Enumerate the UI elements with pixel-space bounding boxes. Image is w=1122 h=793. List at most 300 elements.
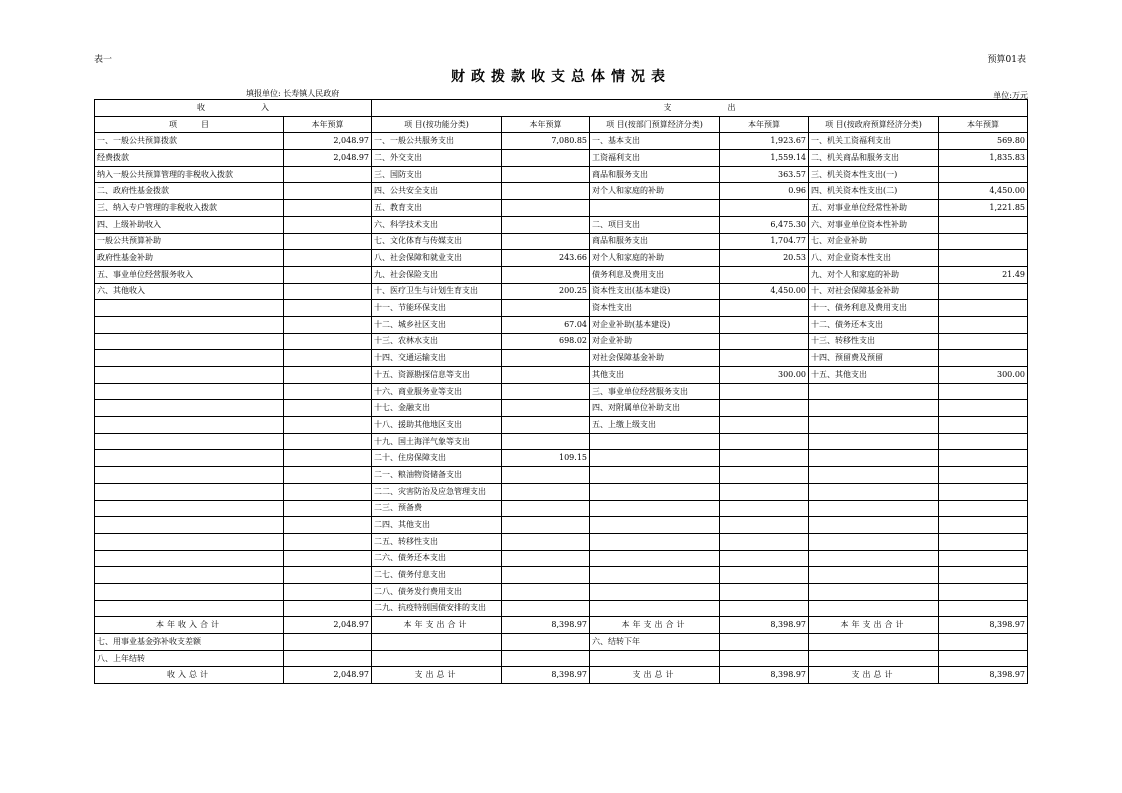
col-func-header: 项 目(按功能分类) (372, 116, 502, 133)
gov-budget-cell: 569.80 (939, 133, 1028, 150)
func-budget-cell (502, 467, 590, 484)
table-row (95, 350, 1028, 367)
table-row (95, 400, 1028, 417)
dept-item-cell: 对个人和家庭的补助 (590, 183, 720, 200)
year-expense-gov-value: 8,398.97 (939, 617, 1028, 634)
gov-budget-cell (939, 567, 1028, 584)
func-budget-cell (502, 166, 590, 183)
income-section-header: 收 入 (95, 100, 372, 117)
col-budget-header: 本年预算 (284, 116, 372, 133)
func-item-cell: 九、社会保险支出 (372, 266, 502, 283)
empty-cell (809, 650, 939, 667)
table-row (95, 233, 1028, 250)
gov-budget-cell (939, 433, 1028, 450)
gov-item-cell (809, 533, 939, 550)
table-row (95, 216, 1028, 233)
func-item-cell: 一、一般公共服务支出 (372, 133, 502, 150)
dept-item-cell: 债务利息及费用支出 (590, 266, 720, 283)
income-budget-cell (284, 467, 372, 484)
func-item-cell: 十三、农林水支出 (372, 333, 502, 350)
dept-budget-cell: 1,559.14 (720, 150, 809, 167)
gov-budget-cell (939, 233, 1028, 250)
empty-cell (809, 634, 939, 651)
income-grand-total-value: 2,048.97 (284, 667, 372, 684)
gov-item-cell (809, 433, 939, 450)
gov-item-cell: 三、机关资本性支出(一) (809, 166, 939, 183)
income-grand-total-label: 收入总计 (95, 667, 284, 684)
func-budget-cell (502, 300, 590, 317)
func-budget-cell (502, 233, 590, 250)
func-budget-cell (502, 483, 590, 500)
dept-item-cell: 三、事业单位经营服务支出 (590, 383, 720, 400)
expense-grand-total-label: 支出总计 (809, 667, 939, 684)
expense-gov-grand-value: 8,398.97 (939, 667, 1028, 684)
income-item-cell (95, 333, 284, 350)
dept-budget-cell (720, 567, 809, 584)
dept-item-cell: 一、基本支出 (590, 133, 720, 150)
income-budget-cell: 2,048.97 (284, 150, 372, 167)
dept-budget-cell (720, 300, 809, 317)
gov-budget-cell (939, 450, 1028, 467)
table-row (95, 333, 1028, 350)
func-item-cell: 十二、城乡社区支出 (372, 316, 502, 333)
gov-item-cell (809, 400, 939, 417)
gov-budget-cell (939, 383, 1028, 400)
func-budget-cell (502, 350, 590, 367)
dept-budget-cell (720, 517, 809, 534)
dept-item-cell (590, 450, 720, 467)
dept-budget-cell: 4,450.00 (720, 283, 809, 300)
gov-item-cell: 六、对事业单位资本性补助 (809, 216, 939, 233)
gov-item-cell (809, 600, 939, 617)
func-budget-cell: 7,080.85 (502, 133, 590, 150)
gov-item-cell: 四、机关资本性支出(二) (809, 183, 939, 200)
income-budget-cell (284, 250, 372, 267)
col-budget-header: 本年预算 (720, 116, 809, 133)
income-item-cell (95, 367, 284, 384)
expense-func-grand-value: 8,398.97 (502, 667, 590, 684)
func-budget-cell: 67.04 (502, 316, 590, 333)
dept-budget-cell (720, 350, 809, 367)
col-gov-header: 项 目(按政府预算经济分类) (809, 116, 939, 133)
func-budget-cell (502, 400, 590, 417)
dept-item-cell (590, 600, 720, 617)
fund-compensation-label: 七、用事业基金弥补收支差额 (95, 634, 284, 651)
func-item-cell: 三、国防支出 (372, 166, 502, 183)
func-budget-cell (502, 583, 590, 600)
gov-budget-cell (939, 400, 1028, 417)
income-budget-cell (284, 183, 372, 200)
section-header-row (95, 100, 1028, 117)
grand-total-row (95, 667, 1028, 684)
dept-item-cell (590, 433, 720, 450)
income-item-cell (95, 383, 284, 400)
func-budget-cell (502, 533, 590, 550)
gov-budget-cell (939, 517, 1028, 534)
gov-item-cell: 九、对个人和家庭的补助 (809, 266, 939, 283)
carry-forward-label: 六、结转下年 (590, 634, 720, 651)
dept-budget-cell (720, 483, 809, 500)
income-budget-cell (284, 567, 372, 584)
dept-item-cell: 对个人和家庭的补助 (590, 250, 720, 267)
func-item-cell: 二六、债务还本支出 (372, 550, 502, 567)
empty-cell (720, 650, 809, 667)
func-budget-cell (502, 383, 590, 400)
income-item-cell (95, 600, 284, 617)
income-budget-cell (284, 483, 372, 500)
income-item-cell: 六、其他收入 (95, 283, 284, 300)
income-budget-cell (284, 450, 372, 467)
year-total-row (95, 617, 1028, 634)
income-item-cell: 一、一般公共预算拨款 (95, 133, 284, 150)
dept-item-cell: 其他支出 (590, 367, 720, 384)
func-item-cell: 二八、债务发行费用支出 (372, 583, 502, 600)
dept-budget-cell (720, 500, 809, 517)
dept-budget-cell (720, 200, 809, 217)
func-item-cell: 十四、交通运输支出 (372, 350, 502, 367)
income-budget-cell (284, 200, 372, 217)
gov-item-cell: 十五、其他支出 (809, 367, 939, 384)
func-budget-cell (502, 367, 590, 384)
form-code-label: 预算01表 (987, 55, 1026, 65)
gov-budget-cell: 1,221.85 (939, 200, 1028, 217)
func-budget-cell (502, 433, 590, 450)
extra-row (95, 634, 1028, 651)
gov-item-cell: 七、对企业补助 (809, 233, 939, 250)
func-budget-cell (502, 517, 590, 534)
table-row (95, 250, 1028, 267)
table-row (95, 533, 1028, 550)
income-item-cell (95, 500, 284, 517)
func-budget-cell (502, 266, 590, 283)
dept-item-cell: 资本性支出(基本建设) (590, 283, 720, 300)
income-budget-cell (284, 433, 372, 450)
income-item-cell (95, 483, 284, 500)
func-item-cell: 二、外交支出 (372, 150, 502, 167)
table-row (95, 283, 1028, 300)
dept-budget-cell: 1,704.77 (720, 233, 809, 250)
table-row (95, 450, 1028, 467)
gov-item-cell (809, 517, 939, 534)
col-budget-header: 本年预算 (939, 116, 1028, 133)
table-row (95, 266, 1028, 283)
func-item-cell: 八、社会保障和就业支出 (372, 250, 502, 267)
page-title: 财政拨款收支总体情况表 (451, 69, 671, 85)
dept-budget-cell (720, 600, 809, 617)
func-budget-cell: 109.15 (502, 450, 590, 467)
income-item-cell (95, 550, 284, 567)
income-item-cell (95, 467, 284, 484)
income-budget-cell (284, 367, 372, 384)
gov-item-cell: 五、对事业单位经常性补助 (809, 200, 939, 217)
income-item-cell: 纳入一般公共预算管理的非税收入拨款 (95, 166, 284, 183)
income-budget-cell (284, 300, 372, 317)
budget-table (94, 99, 1028, 684)
income-item-cell (95, 316, 284, 333)
expense-section-header: 支 出 (372, 100, 1028, 117)
table-row (95, 467, 1028, 484)
dept-item-cell (590, 550, 720, 567)
income-budget-cell (284, 383, 372, 400)
dept-budget-cell (720, 433, 809, 450)
empty-cell (590, 650, 720, 667)
func-item-cell: 二三、预备费 (372, 500, 502, 517)
gov-item-cell (809, 500, 939, 517)
gov-item-cell (809, 383, 939, 400)
income-budget-cell (284, 333, 372, 350)
empty-cell (939, 650, 1028, 667)
table-row (95, 583, 1028, 600)
gov-item-cell: 十二、债务还本支出 (809, 316, 939, 333)
gov-budget-cell (939, 283, 1028, 300)
dept-budget-cell (720, 400, 809, 417)
gov-budget-cell (939, 417, 1028, 434)
dept-budget-cell (720, 333, 809, 350)
reporting-unit: 填报单位: 长寿镇人民政府 (246, 89, 340, 98)
dept-item-cell (590, 567, 720, 584)
dept-budget-cell (720, 583, 809, 600)
func-item-cell: 七、文化体育与传媒支出 (372, 233, 502, 250)
empty-cell (502, 634, 590, 651)
table-row (95, 200, 1028, 217)
dept-budget-cell (720, 550, 809, 567)
extra-row (95, 650, 1028, 667)
gov-budget-cell (939, 550, 1028, 567)
expense-grand-total-label: 支出总计 (590, 667, 720, 684)
dept-item-cell (590, 500, 720, 517)
gov-item-cell: 十、对社会保障基金补助 (809, 283, 939, 300)
func-item-cell: 四、公共安全支出 (372, 183, 502, 200)
gov-budget-cell (939, 333, 1028, 350)
gov-budget-cell: 1,835.83 (939, 150, 1028, 167)
income-budget-cell (284, 350, 372, 367)
dept-budget-cell: 20.53 (720, 250, 809, 267)
gov-item-cell (809, 550, 939, 567)
dept-item-cell: 工资福利支出 (590, 150, 720, 167)
income-budget-cell (284, 166, 372, 183)
dept-item-cell: 对社会保障基金补助 (590, 350, 720, 367)
gov-item-cell (809, 450, 939, 467)
empty-cell (720, 634, 809, 651)
func-item-cell: 六、科学技术支出 (372, 216, 502, 233)
income-budget-cell (284, 600, 372, 617)
dept-item-cell: 对企业补助(基本建设) (590, 316, 720, 333)
func-item-cell: 十、医疗卫生与计划生育支出 (372, 283, 502, 300)
gov-budget-cell: 300.00 (939, 367, 1028, 384)
dept-item-cell (590, 517, 720, 534)
gov-item-cell: 一、机关工资福利支出 (809, 133, 939, 150)
gov-item-cell: 二、机关商品和服务支出 (809, 150, 939, 167)
gov-item-cell: 十四、预留费及预留 (809, 350, 939, 367)
gov-budget-cell (939, 583, 1028, 600)
dept-item-cell (590, 467, 720, 484)
gov-budget-cell (939, 250, 1028, 267)
gov-budget-cell (939, 166, 1028, 183)
func-item-cell: 二四、其他支出 (372, 517, 502, 534)
gov-item-cell (809, 467, 939, 484)
income-budget-cell (284, 400, 372, 417)
dept-budget-cell (720, 316, 809, 333)
dept-item-cell: 四、对附属单位补助支出 (590, 400, 720, 417)
table-row (95, 316, 1028, 333)
income-item-cell: 四、上级补助收入 (95, 216, 284, 233)
dept-budget-cell (720, 266, 809, 283)
empty-cell (372, 634, 502, 651)
func-item-cell: 五、教育支出 (372, 200, 502, 217)
func-budget-cell (502, 200, 590, 217)
func-item-cell: 十八、援助其他地区支出 (372, 417, 502, 434)
func-item-cell: 十五、资源勘探信息等支出 (372, 367, 502, 384)
gov-budget-cell (939, 350, 1028, 367)
func-budget-cell (502, 183, 590, 200)
gov-budget-cell: 21.49 (939, 266, 1028, 283)
gov-budget-cell (939, 467, 1028, 484)
dept-budget-cell: 6,475.30 (720, 216, 809, 233)
table-row (95, 133, 1028, 150)
func-item-cell: 二十、住房保障支出 (372, 450, 502, 467)
func-budget-cell: 243.66 (502, 250, 590, 267)
table-row (95, 417, 1028, 434)
dept-item-cell (590, 583, 720, 600)
income-item-cell (95, 417, 284, 434)
table-row (95, 600, 1028, 617)
func-item-cell: 二二、灾害防治及应急管理支出 (372, 483, 502, 500)
income-item-cell: 政府性基金补助 (95, 250, 284, 267)
table-row (95, 166, 1028, 183)
func-budget-cell (502, 550, 590, 567)
dept-budget-cell (720, 467, 809, 484)
empty-cell (372, 650, 502, 667)
dept-item-cell (590, 200, 720, 217)
income-budget-cell (284, 283, 372, 300)
gov-budget-cell (939, 600, 1028, 617)
income-item-cell: 二、政府性基金拨款 (95, 183, 284, 200)
year-expense-func-value: 8,398.97 (502, 617, 590, 634)
gov-budget-cell (939, 300, 1028, 317)
table-row (95, 433, 1028, 450)
income-budget-cell (284, 216, 372, 233)
income-budget-cell (284, 417, 372, 434)
table-row (95, 150, 1028, 167)
table-row (95, 183, 1028, 200)
dept-budget-cell (720, 450, 809, 467)
table-row (95, 500, 1028, 517)
income-budget-cell: 2,048.97 (284, 133, 372, 150)
gov-budget-cell (939, 483, 1028, 500)
col-budget-header: 本年预算 (502, 116, 590, 133)
income-budget-cell (284, 517, 372, 534)
dept-item-cell (590, 483, 720, 500)
func-item-cell: 二七、债务付息支出 (372, 567, 502, 584)
dept-item-cell: 五、上缴上级支出 (590, 417, 720, 434)
income-budget-cell (284, 233, 372, 250)
year-income-total-label: 本年收入合计 (95, 617, 284, 634)
table-row (95, 367, 1028, 384)
year-expense-total-label: 本年支出合计 (372, 617, 502, 634)
income-item-cell: 经费拨款 (95, 150, 284, 167)
dept-budget-cell (720, 417, 809, 434)
year-expense-total-label: 本年支出合计 (809, 617, 939, 634)
func-item-cell: 二九、抗疫特别国债安排的支出 (372, 600, 502, 617)
func-budget-cell: 698.02 (502, 333, 590, 350)
gov-item-cell (809, 567, 939, 584)
table-row (95, 550, 1028, 567)
dept-budget-cell: 300.00 (720, 367, 809, 384)
expense-grand-total-label: 支出总计 (372, 667, 502, 684)
income-item-cell (95, 567, 284, 584)
income-item-cell (95, 433, 284, 450)
dept-item-cell (590, 533, 720, 550)
func-budget-cell (502, 216, 590, 233)
dept-item-cell: 商品和服务支出 (590, 233, 720, 250)
income-item-cell (95, 400, 284, 417)
prior-year-carryover-label: 八、上年结转 (95, 650, 284, 667)
gov-budget-cell (939, 216, 1028, 233)
func-item-cell: 十七、金融支出 (372, 400, 502, 417)
income-item-cell: 五、事业单位经营服务收入 (95, 266, 284, 283)
income-budget-cell (284, 316, 372, 333)
gov-item-cell (809, 417, 939, 434)
year-income-total-value: 2,048.97 (284, 617, 372, 634)
fund-compensation-value (284, 634, 372, 651)
dept-budget-cell (720, 383, 809, 400)
income-budget-cell (284, 533, 372, 550)
income-item-cell (95, 450, 284, 467)
func-item-cell: 十一、节能环保支出 (372, 300, 502, 317)
gov-item-cell: 八、对企业资本性支出 (809, 250, 939, 267)
func-budget-cell (502, 150, 590, 167)
col-item-header: 项 目 (95, 116, 284, 133)
column-header-row (95, 116, 1028, 133)
func-item-cell: 十六、商业服务业等支出 (372, 383, 502, 400)
gov-budget-cell (939, 533, 1028, 550)
dept-item-cell: 商品和服务支出 (590, 166, 720, 183)
income-item-cell (95, 583, 284, 600)
func-item-cell: 十九、国土海洋气象等支出 (372, 433, 502, 450)
gov-budget-cell (939, 500, 1028, 517)
prior-year-carryover-value (284, 650, 372, 667)
income-budget-cell (284, 500, 372, 517)
func-budget-cell (502, 500, 590, 517)
func-item-cell: 二五、转移性支出 (372, 533, 502, 550)
dept-budget-cell: 363.57 (720, 166, 809, 183)
gov-item-cell (809, 483, 939, 500)
func-budget-cell (502, 417, 590, 434)
income-budget-cell (284, 550, 372, 567)
income-budget-cell (284, 583, 372, 600)
gov-budget-cell (939, 316, 1028, 333)
gov-item-cell: 十三、转移性支出 (809, 333, 939, 350)
year-expense-total-label: 本年支出合计 (590, 617, 720, 634)
table-row (95, 567, 1028, 584)
income-item-cell (95, 300, 284, 317)
expense-dept-grand-value: 8,398.97 (720, 667, 809, 684)
gov-item-cell (809, 583, 939, 600)
col-dept-header: 项 目(按部门预算经济分类) (590, 116, 720, 133)
func-budget-cell (502, 567, 590, 584)
table-row (95, 383, 1028, 400)
func-item-cell: 二一、粮油物资储备支出 (372, 467, 502, 484)
dept-item-cell: 二、项目支出 (590, 216, 720, 233)
gov-budget-cell: 4,450.00 (939, 183, 1028, 200)
income-budget-cell (284, 266, 372, 283)
func-budget-cell: 200.25 (502, 283, 590, 300)
income-item-cell (95, 350, 284, 367)
dept-budget-cell: 0.96 (720, 183, 809, 200)
currency-unit: 单位:万元 (993, 91, 1028, 100)
table-row (95, 300, 1028, 317)
empty-cell (939, 634, 1028, 651)
